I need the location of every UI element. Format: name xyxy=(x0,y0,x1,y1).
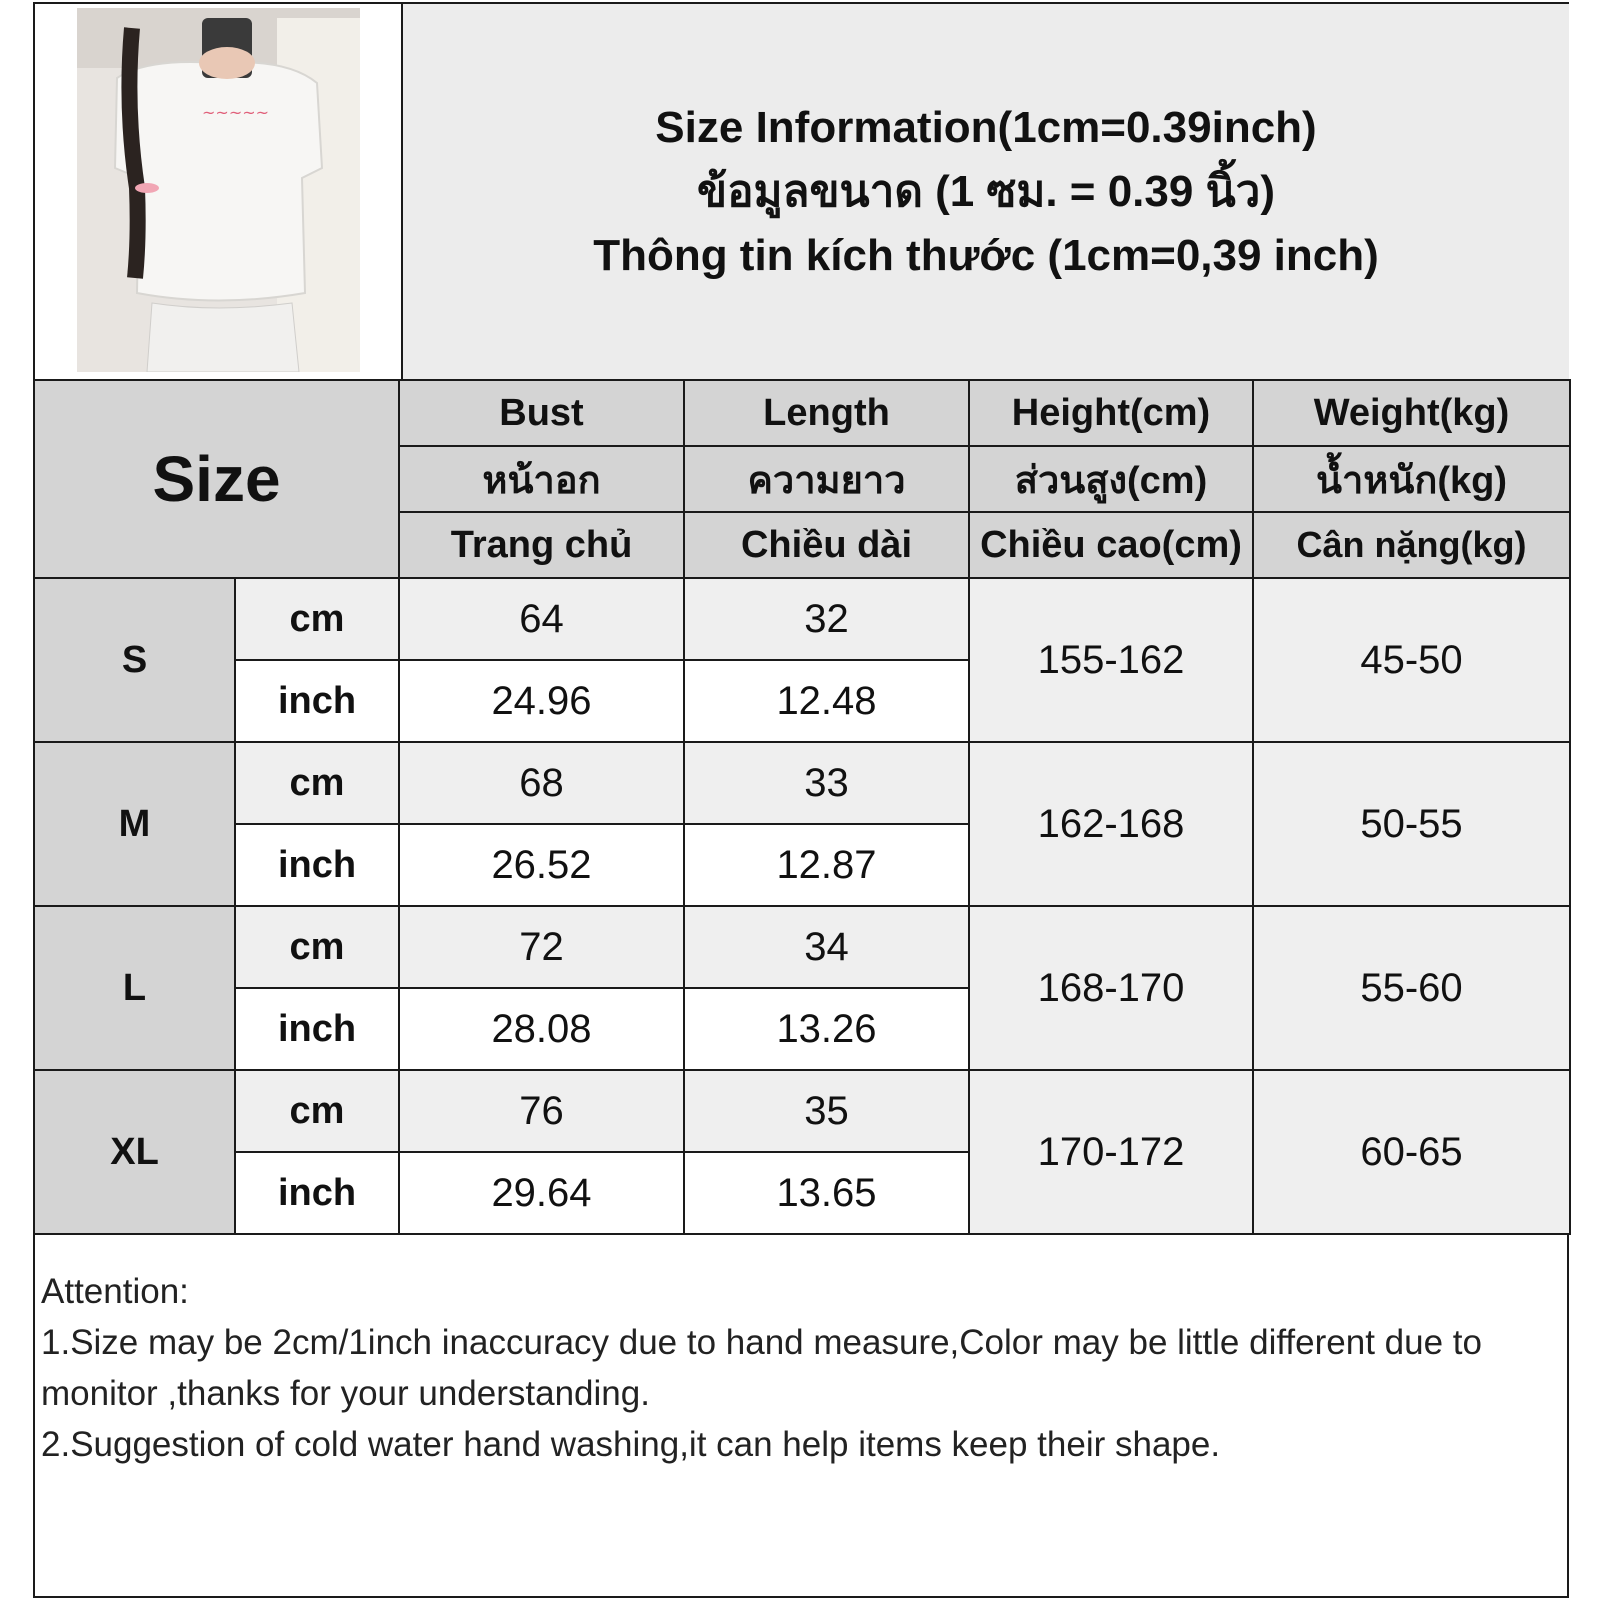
length-cm-value: 35 xyxy=(684,1070,969,1152)
bust-inch-value: 24.96 xyxy=(399,660,684,742)
table-row xyxy=(34,742,1570,824)
product-photo-cell xyxy=(35,4,403,379)
size-chart-frame xyxy=(33,2,1569,1598)
bust-inch-value: 28.08 xyxy=(399,988,684,1070)
note-item-1: 1.Size may be 2cm/1inch inaccuracy due to hand measure,Color may be little different due to monitor ,thanks for your understanding. xyxy=(41,1323,1482,1413)
unit-label: inch xyxy=(235,824,399,906)
length-cm-value: 33 xyxy=(684,742,969,824)
table-row xyxy=(34,1070,1570,1152)
header-weight-en: Weight(kg) xyxy=(1253,380,1570,446)
bust-cm-value: 64 xyxy=(399,578,684,660)
weight-range: 55-60 xyxy=(1253,906,1570,1070)
size-table xyxy=(33,379,1571,1235)
unit-label: cm xyxy=(235,1070,399,1152)
header-length-en: Length xyxy=(684,380,969,446)
size-column-header: Size xyxy=(34,380,399,578)
table-row xyxy=(34,906,1570,988)
unit-label: inch xyxy=(235,988,399,1070)
header-height-vi: Chiều cao(cm) xyxy=(969,512,1253,578)
notes-heading: Attention: xyxy=(41,1272,189,1311)
table-row xyxy=(34,578,1570,660)
size-label: M xyxy=(34,742,235,906)
unit-label: cm xyxy=(235,906,399,988)
length-inch-value: 13.26 xyxy=(684,988,969,1070)
note-item-2: 2.Suggestion of cold water hand washing,it can help items keep their shape. xyxy=(41,1425,1221,1464)
unit-label: inch xyxy=(235,660,399,742)
title-vietnamese: Thông tin kích thước (1cm=0,39 inch) xyxy=(593,230,1379,280)
title-thai: ข้อมูลขนาด (1 ซม. = 0.39 นิ้ว) xyxy=(696,166,1275,216)
height-range: 168-170 xyxy=(969,906,1253,1070)
title-english: Size Information(1cm=0.39inch) xyxy=(655,102,1317,152)
size-label: S xyxy=(34,578,235,742)
length-inch-value: 13.65 xyxy=(684,1152,969,1234)
header-length-th: ความยาว xyxy=(684,446,969,512)
size-info-header xyxy=(403,4,1569,379)
bust-cm-value: 76 xyxy=(399,1070,684,1152)
bust-cm-value: 72 xyxy=(399,906,684,988)
length-inch-value: 12.87 xyxy=(684,824,969,906)
unit-label: cm xyxy=(235,742,399,824)
size-label: XL xyxy=(34,1070,235,1234)
height-range: 162-168 xyxy=(969,742,1253,906)
size-label: L xyxy=(34,906,235,1070)
header-bust-th: หน้าอก xyxy=(399,446,684,512)
header-bust-en: Bust xyxy=(399,380,684,446)
svg-text:~~~~~: ~~~~~ xyxy=(202,103,270,122)
length-cm-value: 32 xyxy=(684,578,969,660)
product-photo xyxy=(77,8,360,372)
attention-notes xyxy=(41,1266,1553,1470)
bust-inch-value: 29.64 xyxy=(399,1152,684,1234)
length-cm-value: 34 xyxy=(684,906,969,988)
header-weight-th: น้ำหนัก(kg) xyxy=(1253,446,1570,512)
weight-range: 45-50 xyxy=(1253,578,1570,742)
header-height-th: ส่วนสูง(cm) xyxy=(969,446,1253,512)
height-range: 170-172 xyxy=(969,1070,1253,1234)
header-weight-vi: Cân nặng(kg) xyxy=(1253,512,1570,578)
height-range: 155-162 xyxy=(969,578,1253,742)
weight-range: 50-55 xyxy=(1253,742,1570,906)
bust-inch-value: 26.52 xyxy=(399,824,684,906)
header-bust-vi: Trang chủ xyxy=(399,512,684,578)
bust-cm-value: 68 xyxy=(399,742,684,824)
unit-label: inch xyxy=(235,1152,399,1234)
weight-range: 60-65 xyxy=(1253,1070,1570,1234)
unit-label: cm xyxy=(235,578,399,660)
header-height-en: Height(cm) xyxy=(969,380,1253,446)
length-inch-value: 12.48 xyxy=(684,660,969,742)
header-length-vi: Chiều dài xyxy=(684,512,969,578)
